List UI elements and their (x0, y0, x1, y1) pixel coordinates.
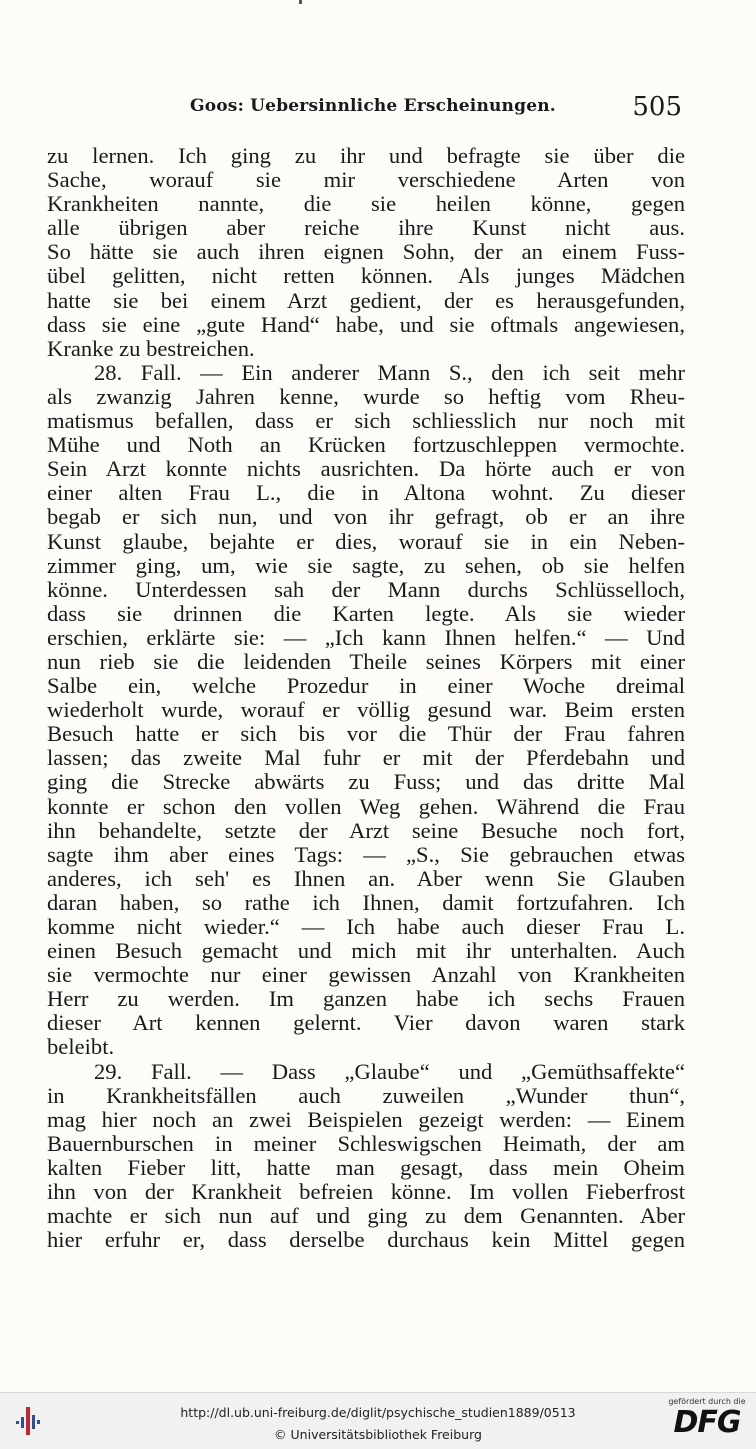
text-line: einer alten Frau L., die in Altona wohnt. Zu dieser (47, 481, 685, 506)
text-line: dieser Art kennen gelernt. Vier davon waren stark (47, 1011, 685, 1036)
text-line: mag hier noch an zwei Beispielen gezeigt werden: — Einem (47, 1107, 685, 1132)
text-line: anderes, ich seh' es Ihnen an. Aber wenn Sie Glauben (47, 866, 685, 891)
running-title: Goos: Uebersinnliche Erscheinungen. (190, 96, 556, 116)
text-line: Besuch hatte er sich bis vor die Thür der Frau fahren (47, 722, 685, 747)
text-line: hier erfuhr er, dass derselbe durchaus kein Mittel gegen (47, 1228, 685, 1253)
text-line: Kunst glaube, bejahte er dies, worauf sie in ein Neben- (47, 529, 685, 554)
body-text (47, 144, 685, 1252)
scan-mark (299, 0, 302, 4)
text-line: übel gelitten, nicht retten können. Als junges Mädchen (47, 264, 685, 289)
text-line: komme nicht wieder.“ — Ich habe auch dieser Frau L. (47, 915, 685, 939)
text-line: in Krankheitsfällen auch zuweilen „Wunder thun“, (47, 1083, 685, 1108)
dfg-caption: gefördert durch die (668, 1397, 746, 1406)
text-line: als zwanzig Jahren kenne, wurde so heftig vom Rheu- (47, 384, 685, 409)
text-line: Salbe ein, welche Prozedur in einer Woche dreimal (47, 674, 685, 699)
text-line: ihn von der Krankheit befreien könne. Im vollen Fieberfrost (47, 1180, 685, 1205)
page-number: 505 (632, 92, 682, 122)
dfg-logo-text: DFG (673, 1405, 741, 1440)
text-line: einen Besuch gemacht und mich mit ihr unterhalten. Auch (47, 939, 685, 964)
text-line: könne. Unterdessen sah der Mann durchs Schlüsselloch, (47, 577, 685, 602)
text-line: Sache, worauf sie mir verschiedene Arten von (47, 168, 685, 193)
text-line: Mühe und Noth an Krücken fortzuschleppen vermochte. (47, 433, 685, 458)
text-line: dass sie eine „gute Hand“ habe, und sie oftmals angewiesen, (47, 312, 685, 337)
copyright-notice: © Universitätsbibliothek Freiburg (274, 1427, 482, 1442)
text-line: nun rieb sie die leidenden Theile seines Körpers mit einer (47, 649, 685, 674)
text-line: begab er sich nun, und von ihr gefragt, ob er an ihre (47, 505, 685, 530)
text-line: dass sie drinnen die Karten legte. Als sie wieder (47, 601, 685, 626)
text-line: zu lernen. Ich ging zu ihr und befragte sie über die (47, 144, 685, 168)
text-line: konnte er schon den vollen Weg gehen. Während die Frau (47, 794, 685, 819)
text-line: 28. Fall. — Ein anderer Mann S., den ich seit mehr (94, 360, 685, 385)
text-line: So hätte sie auch ihren eignen Sohn, der an einem Fuss- (47, 240, 685, 265)
viewer-footer (0, 1392, 756, 1449)
text-line: Sein Arzt konnte nichts ausrichten. Da hörte auch er von (47, 457, 685, 482)
text-line: matismus befallen, dass er sich schliesslich nur noch mit (47, 409, 685, 434)
text-line: kalten Fieber litt, hatte man gesagt, dass mein Oheim (47, 1155, 685, 1180)
text-line: lassen; das zweite Mal fuhr er mit der Pferdebahn und (47, 746, 685, 771)
text-line: Kranke zu bestreichen. (47, 336, 255, 361)
running-header (190, 94, 690, 124)
text-line: alle übrigen aber reiche ihre Kunst nicht aus. (47, 216, 685, 241)
text-line: machte er sich nun auf und ging zu dem Genannten. Aber (47, 1204, 685, 1229)
dfg-logo (666, 1397, 748, 1445)
text-line: daran haben, so rathe ich Ihnen, damit fortzufahren. Ich (47, 890, 685, 915)
source-url[interactable]: http://dl.ub.uni-freiburg.de/diglit/psychische_studien1889/0513 (180, 1405, 576, 1420)
text-line: zimmer ging, um, wie sie sagte, zu sehen, ob sie helfen (47, 553, 685, 578)
text-line: ging die Strecke abwärts zu Fuss; und das dritte Mal (47, 770, 685, 795)
text-line: Herr zu werden. Im ganzen habe ich sechs Frauen (47, 987, 685, 1012)
text-line: hatte sie bei einem Arzt gedient, der es herausgefunden, (47, 288, 685, 313)
text-line: sie vermochte nur einer gewissen Anzahl von Krankheiten (47, 963, 685, 988)
text-line: Bauernburschen in meiner Schleswigschen Heimath, der am (47, 1131, 685, 1156)
text-line: Krankheiten nannte, die sie heilen könne, gegen (47, 192, 685, 217)
text-line: erschien, erklärte sie: — „Ich kann Ihnen helfen.“ — Und (47, 625, 685, 650)
text-line: ihn behandelte, setzte der Arzt seine Besuche noch fort, (47, 818, 685, 843)
text-line: beleibt. (47, 1035, 115, 1060)
text-line: sagte ihm aber eines Tags: — „S., Sie gebrauchen etwas (47, 842, 685, 867)
text-line: wiederholt wurde, worauf er völlig gesund war. Beim ersten (47, 698, 685, 723)
text-line: 29. Fall. — Dass „Glaube“ und „Gemüthsaffekte“ (94, 1059, 685, 1084)
